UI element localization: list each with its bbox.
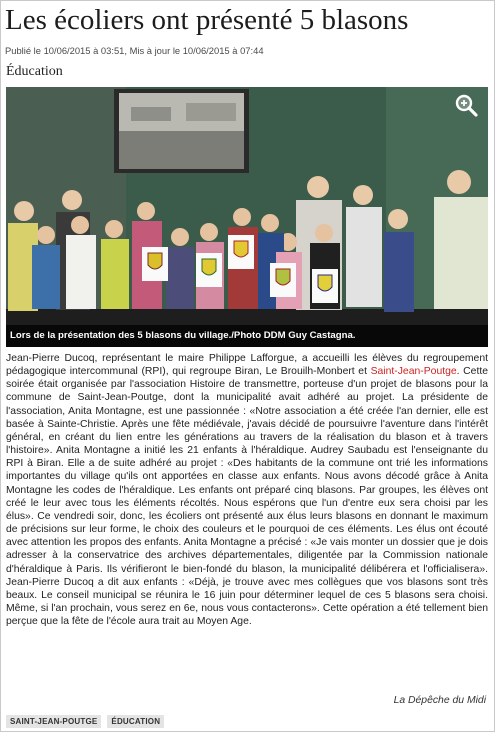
- body-text-part1: Jean-Pierre Ducoq, représentant le maire Philippe Lafforgue, a accueilli les élèves du regroupement pédagogique intercommunal (RPI), qui regroupe Biran, Le Brouilh-Monbert et: [6, 353, 488, 378]
- article-source: La Dépêche du Midi: [393, 695, 486, 706]
- article-photo[interactable]: [6, 87, 488, 347]
- article-body: [6, 352, 488, 628]
- group-photo-illustration: [6, 87, 488, 347]
- publication-meta: Publié le 10/06/2015 à 03:51, Mis à jour le 10/06/2015 à 07:44: [5, 45, 264, 56]
- body-text-part2: . Cette soirée était organisée par l'association Histoire de transmettre, porteuse d'un projet de blasons pour la commune de Saint-Jean-Poutge, dont la municipalité avait adhéré au projet. La présidente de l'association, Anita Montagne, est une passionnée : «Notre association a été créée l'an dernier, elle est basée à Sainte-Christie. Après une fête médiévale, j'avais décidé de poursuivre l'aventure dans l'intérêt général, en créant du lien entre les générations au travers de la réalisation du blason et à travers l'histoire». Anita Montagne a initié les 21 enfants à l'héraldique. Audrey Saubadu est l'enseignante du RPI à Biran. Elle a de suite adhéré au projet : «Des habitants de la commune ont trié les informations importantes du village qu'ils ont apportées en classe aux enfants. Nous avons décodé grâce à Anita Montagne les codes de l'héraldique. Les enfants ont préparé cinq blasons. Par groupes, les élèves ont créé le leur avec tous les éléments récoltés. Nous espérons que l'un d'entre eux sera choisi par les élus». Ce vendredi soir, donc, les écoliers ont présenté aux élus leurs blasons en donnant le maximum de précisions sur leur forme, le choix des couleurs et le pourquoi de ces éléments. Les élus ont écouté avec attention les propos des enfants. Anita Montagne a précisé : «Je vais monter un dossier que je dois adresser à la conservatrice des archives départementales, diligentée par la Commission nationale d'héraldique à Paris. Ils vérifieront le bien-fondé du blason, la municipalité délibérera et l'officialisera». Jean-Pierre Ducoq a dit aux enfants : «Déjà, je trouve avec mes collègues que vos blasons sont très beaux. Le conseil municipal se réunira le 16 juin pour déterminer lequel de ces 5 blasons sera choisi. Même, si l'an prochain, vous serez en 6e, nous vous contacterons». Cette opération a été tellement bien perçue que la fête de l'école aura trait au Moyen Age.: [6, 366, 489, 628]
- zoom-icon[interactable]: [454, 93, 478, 117]
- photo-caption: Lors de la présentation des 5 blasons du village./Photo DDM Guy Castagna.: [6, 325, 488, 347]
- saint-jean-poutge-link[interactable]: Saint-Jean-Poutge: [370, 366, 457, 378]
- tag-saint-jean-poutge[interactable]: SAINT-JEAN-POUTGE: [6, 715, 101, 728]
- tag-education[interactable]: ÉDUCATION: [107, 715, 164, 728]
- section-label: Éducation: [6, 64, 63, 79]
- article-title: Les écoliers ont présenté 5 blasons: [5, 4, 409, 36]
- tag-list: [6, 715, 164, 728]
